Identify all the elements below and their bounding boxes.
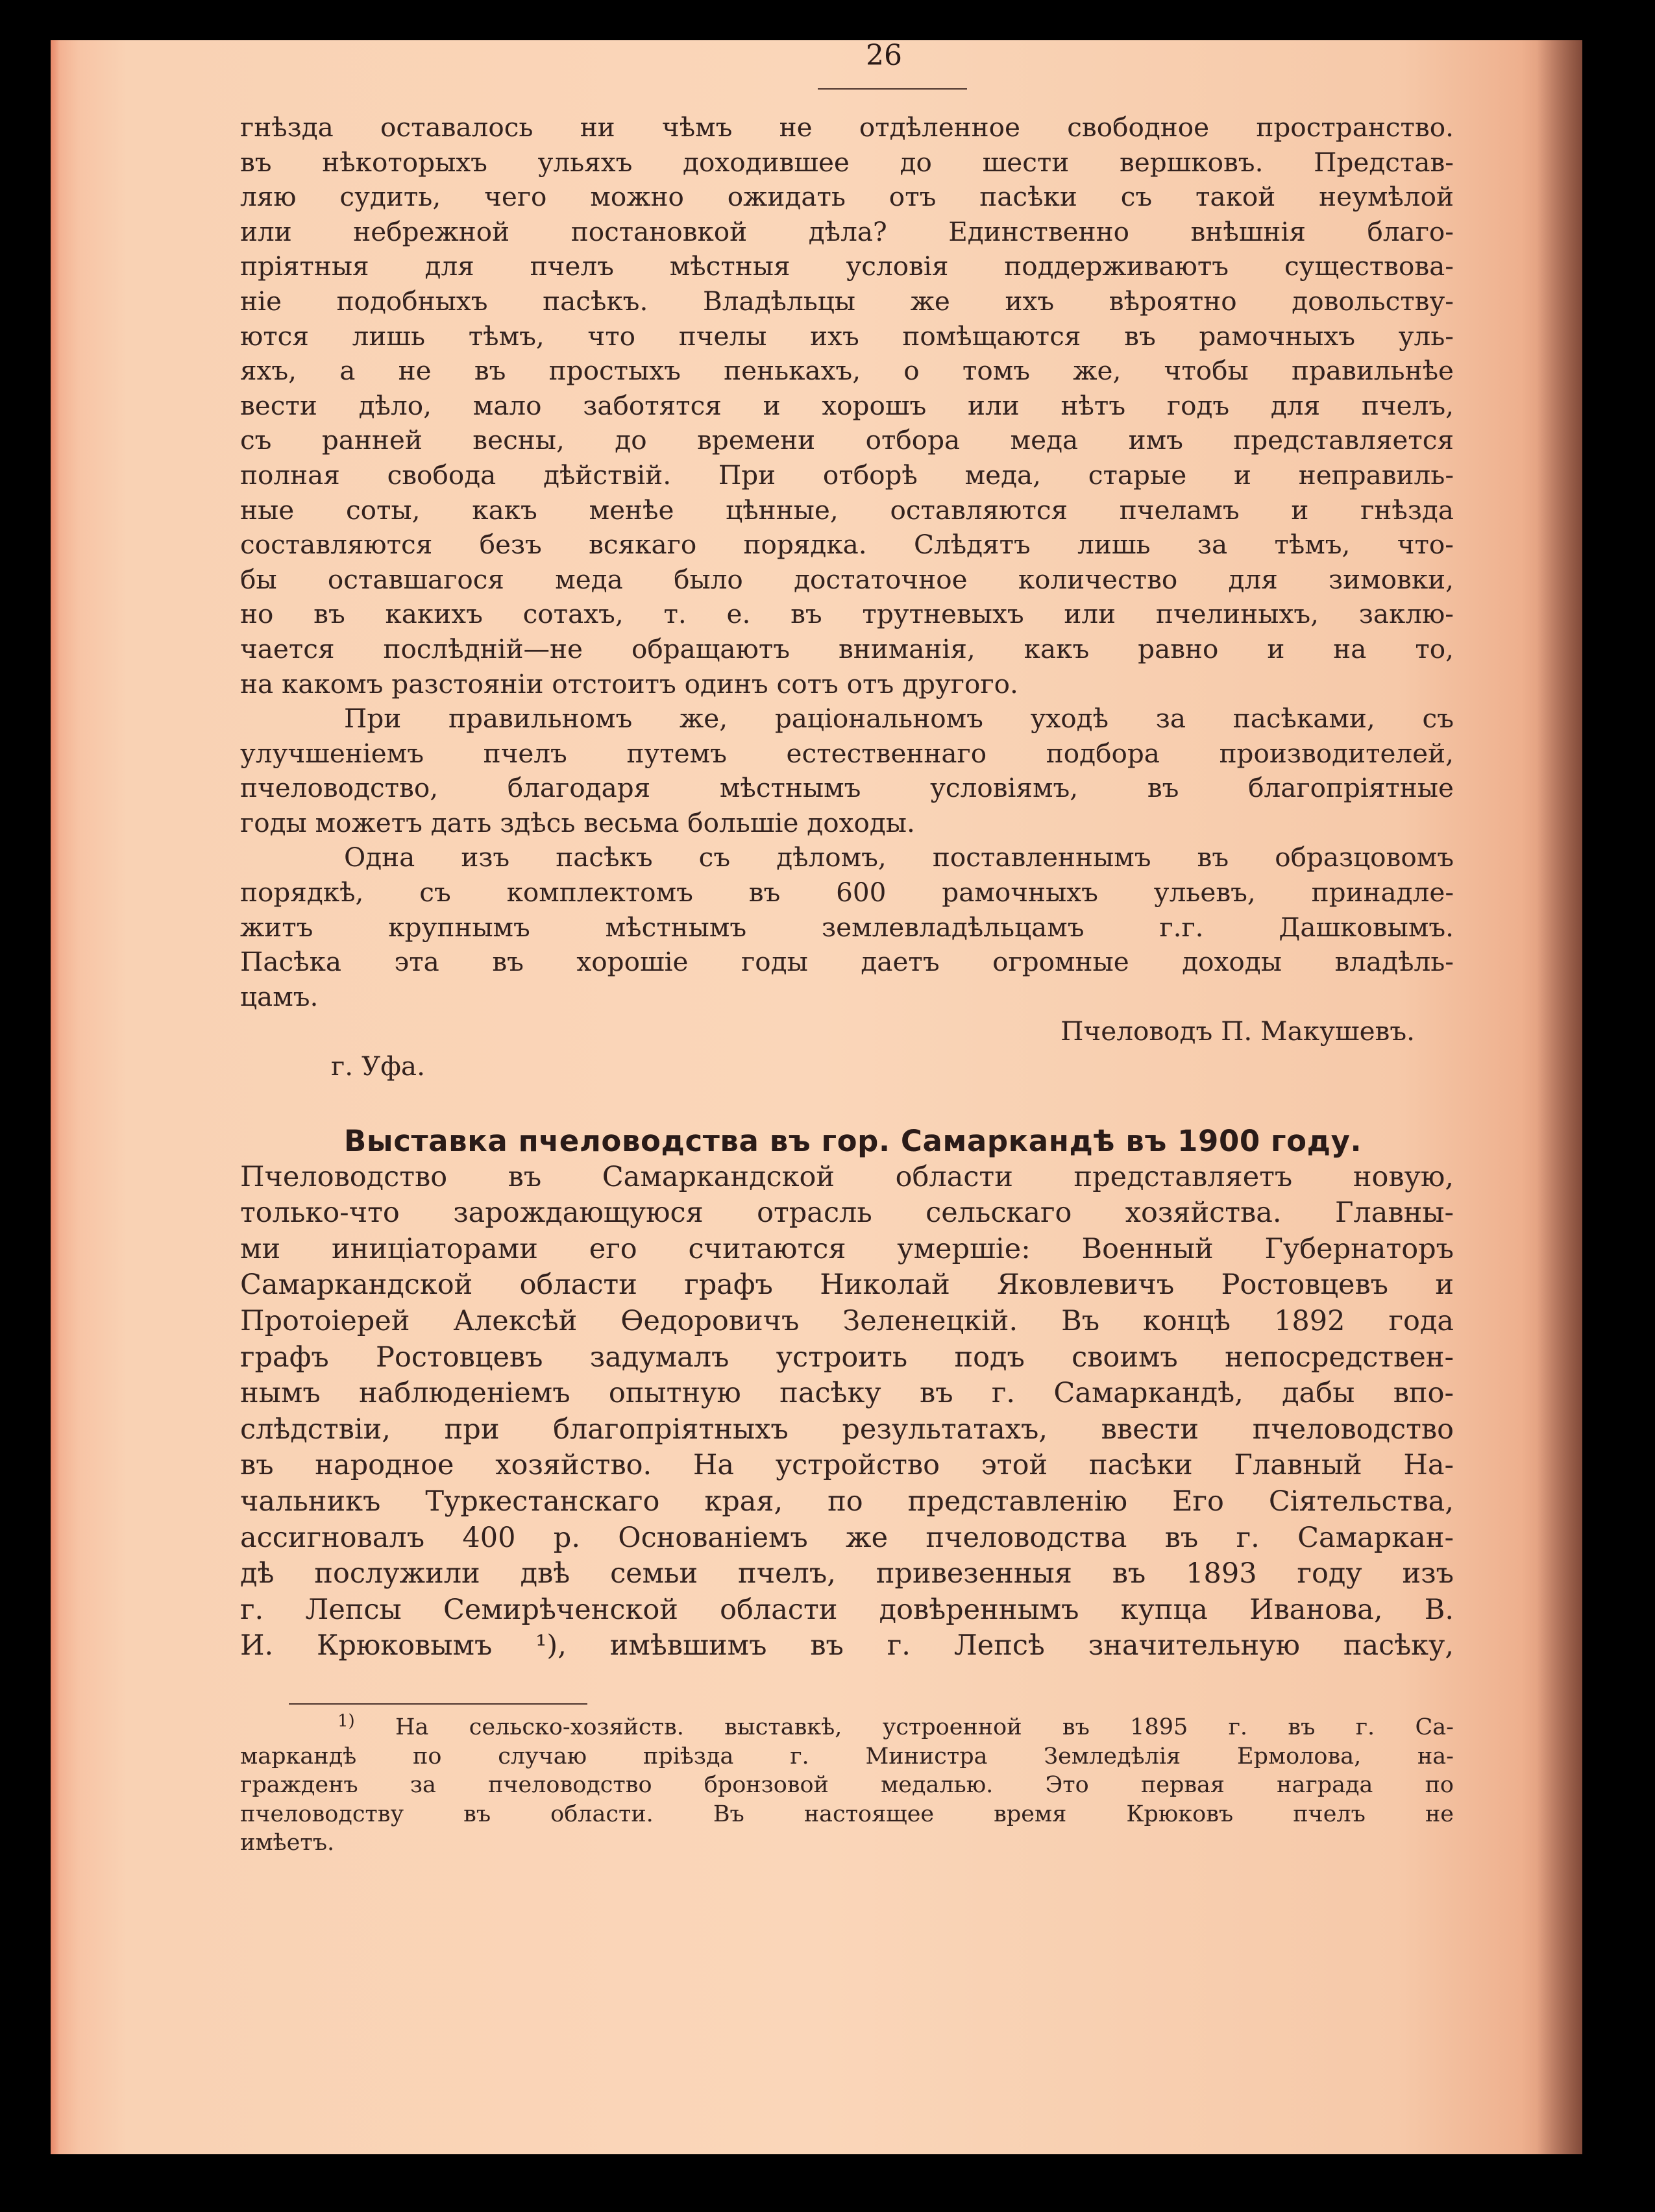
text-line: составляются безъ всякаго порядка. Слѣдятъ лишь за тѣмъ, что-: [240, 529, 1454, 561]
text-line: годы можетъ дать здѣсь весьма большіе доходы.: [240, 807, 915, 838]
text-line: ніе подобныхъ пасѣкъ. Владѣльцы же ихъ вѣроятно довольству-: [240, 285, 1454, 317]
text-line: Самаркандской области графъ Николай Яковлевичъ Ростовцевъ и: [240, 1269, 1454, 1302]
text-line: При правильномъ же, раціональномъ уходѣ за пасѣками, съ: [344, 703, 1454, 735]
text-line: ные соты, какъ менѣе цѣнные, оставляются пчеламъ и гнѣзда: [240, 494, 1454, 526]
text-line: слѣдствіи, при благопріятныхъ результатахъ, ввести пчеловодство: [240, 1413, 1454, 1446]
text-line: ются лишь тѣмъ, что пчелы ихъ помѣщаются въ рамочныхъ уль-: [240, 320, 1454, 352]
text-line: ми иниціаторами его считаются умершіе: Военный Губернаторъ: [240, 1232, 1454, 1265]
page-edge: [51, 40, 60, 2154]
footnote-line: [240, 1713, 1454, 1742]
text-line: Пчеловодство въ Самаркандской области представляетъ новую,: [240, 1160, 1454, 1193]
text-line: графъ Ростовцевъ задумалъ устроить подъ своимъ непосредствен-: [240, 1341, 1454, 1374]
text-line: дѣ послужили двѣ семьи пчелъ, привезенныя въ 1893 году изъ: [240, 1557, 1454, 1590]
footnote-text: На сельско-хозяйств. выставкѣ, устроенной въ 1895 г. въ г. Са-: [395, 1714, 1454, 1740]
text-line: бы оставшагося меда было достаточное количество для зимовки,: [240, 563, 1454, 595]
text-line: въ народное хозяйство. На устройство этой пасѣки Главный На-: [240, 1449, 1454, 1482]
section-paragraph: [240, 1160, 1454, 1664]
text-line: гнѣзда оставалось ни чѣмъ не отдѣленное свободное пространство.: [240, 112, 1454, 143]
place-line: г. Уфа.: [331, 1051, 425, 1082]
text-line: съ ранней весны, до времени отбора меда имъ представляется: [240, 424, 1454, 456]
footnote-line: имѣетъ.: [240, 1830, 335, 1856]
text-line: цамъ.: [240, 980, 319, 1012]
text-line: ассигновалъ 400 р. Основаніемъ же пчеловодства въ г. Самаркан-: [240, 1521, 1454, 1554]
text-column: [240, 110, 1454, 1664]
text-line: чается послѣдній—не обращаютъ вниманія, какъ равно и на то,: [240, 633, 1454, 664]
text-line: порядкѣ, съ комплектомъ въ 600 рамочныхъ ульевъ, принадле-: [240, 877, 1454, 908]
text-line: вести дѣло, мало заботятся и хорошъ или нѣтъ годъ для пчелъ,: [240, 389, 1454, 421]
letter-paragraph-1: [240, 110, 1454, 701]
text-line: пріятныя для пчелъ мѣстныя условія поддерживаютъ существова-: [240, 250, 1454, 282]
section-heading: Выставка пчеловодства въ гор. Самаркандѣ въ 1900 году.: [344, 1123, 1362, 1158]
text-line: И. Крюковымъ ¹), имѣвшимъ въ г. Лепсѣ значительную пасѣку,: [240, 1629, 1454, 1662]
page-number-rule: [818, 88, 967, 90]
page-gutter-shadow: [1537, 40, 1582, 2154]
text-line: Пасѣка эта въ хорошіе годы даетъ огромные доходы владѣль-: [240, 946, 1454, 978]
text-line: г. Лепсы Семирѣченской области довѣреннымъ купца Иванова, В.: [240, 1593, 1454, 1626]
text-line: пчеловодство, благодаря мѣстнымъ условіямъ, въ благопріятные: [240, 772, 1454, 804]
text-line: Одна изъ пасѣкъ съ дѣломъ, поставленнымъ въ образцовомъ: [344, 842, 1454, 873]
text-line: улучшеніемъ пчелъ путемъ естественнаго подбора производителей,: [240, 737, 1454, 769]
footnote-mark: 1): [337, 1711, 355, 1731]
text-line: яхъ, а не въ простыхъ пенькахъ, о томъ же, чтобы правильнѣе: [240, 355, 1454, 387]
text-line: въ нѣкоторыхъ ульяхъ доходившее до шести вершковъ. Представ-: [240, 146, 1454, 178]
page-number: 26: [866, 39, 902, 72]
author-signature: Пчеловодъ П. Макушевъ.: [1060, 1015, 1415, 1047]
text-line: чальникъ Туркестанскаго края, по представленію Его Сіятельства,: [240, 1485, 1454, 1518]
footnote-rule: [289, 1703, 587, 1705]
text-line: нымъ наблюденіемъ опытную пасѣку въ г. Самаркандѣ, дабы впо-: [240, 1377, 1454, 1410]
footnote-line: пчеловодству въ области. Въ настоящее время Крюковъ пчелъ не: [240, 1801, 1454, 1827]
text-line: полная свобода дѣйствій. При отборѣ меда, старые и неправиль-: [240, 459, 1454, 491]
text-line: или небрежной постановкой дѣла? Единственно внѣшнія благо-: [240, 215, 1454, 247]
footnote-line: маркандѣ по случаю пріѣзда г. Министра Земледѣлія Ермолова, на-: [240, 1743, 1454, 1769]
text-line: ляю судить, чего можно ожидать отъ пасѣки съ такой неумѣлой: [240, 181, 1454, 213]
footnote-line: гражденъ за пчеловодство бронзовой медалью. Это первая награда по: [240, 1772, 1454, 1798]
letter-paragraph-3: [240, 840, 1454, 1014]
text-line: на какомъ разстояніи отстоитъ одинъ сотъ отъ другого.: [240, 668, 1018, 699]
letter-paragraph-2: [240, 701, 1454, 840]
footnote: [240, 1713, 1454, 1858]
text-line: только-что зарождающуюся отрасль сельскаго хозяйства. Главны-: [240, 1197, 1454, 1230]
text-line: Протоіерей Алексѣй Ѳедоровичъ Зеленецкій. Въ концѣ 1892 года: [240, 1305, 1454, 1337]
text-line: но въ какихъ сотахъ, т. е. въ трутневыхъ или пчелиныхъ, заклю-: [240, 598, 1454, 630]
text-line: житъ крупнымъ мѣстнымъ землевладѣльцамъ г.г. Дашковымъ.: [240, 911, 1454, 943]
